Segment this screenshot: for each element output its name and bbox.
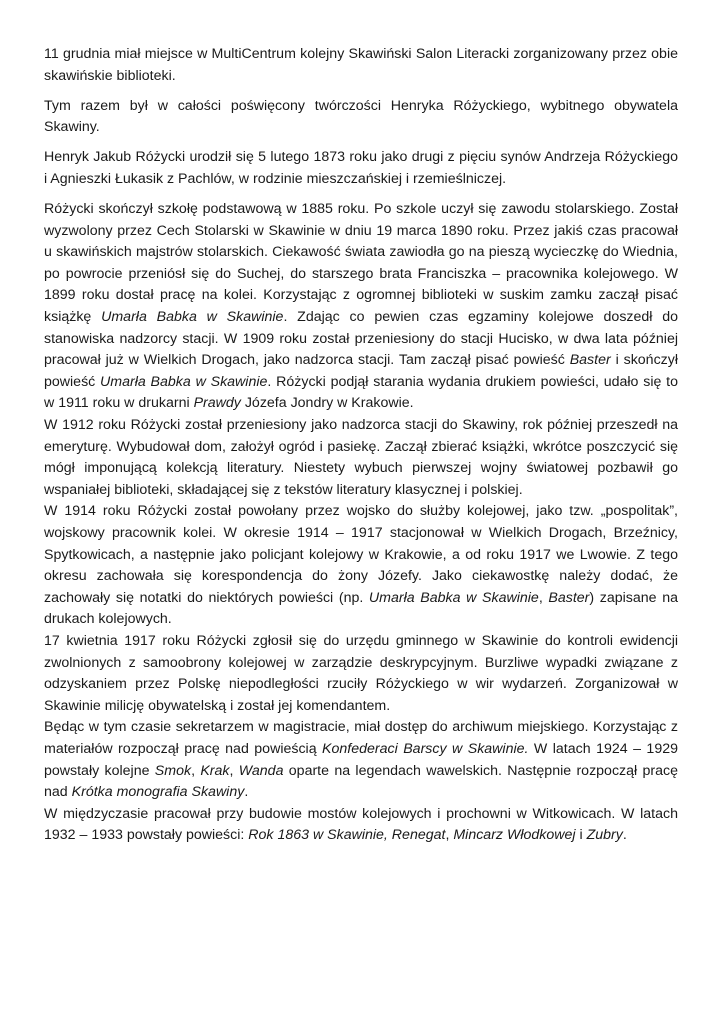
paragraph-2 [44,96,678,139]
italic-title-text: Umarła Babka w Skawinie [100,373,268,390]
paragraph-text: . Różycki podjął starania wydania drukiem powieści, udało się to w 1911 roku w drukarni [44,373,678,412]
italic-title-text: Krak [200,762,230,779]
paragraph-7 [44,631,678,717]
document-body [44,44,678,847]
paragraph-6 [44,501,678,631]
paragraph-text: i [575,827,587,844]
italic-title-text: Smok [154,762,192,779]
paragraph-5 [44,415,678,501]
paragraph-text: . [622,827,627,844]
italic-title-text: Baster [548,589,590,606]
paragraph-text: Józefa Jondry w Krakowie. [240,395,414,412]
italic-title-text: Wanda [238,762,284,779]
paragraph-text: W 1914 roku Różycki został powołany przez wojsko do służby kolejowej, jako tzw. „pospolitak”, wojskowy pracownik kolei. W okresie 1914 – 1917 stacjonował w Wielkich Drogach, Brzeźnicy, Spytkowicach, a następnie jako policjant kolejowy w Krakowie, a od roku 1917 we Lwowie. Z tego okresu zachowała się korespondencja do żony Józefy. Jako ciekawostkę należy dodać, że zachowały się notatki do niektórych powieści (np. [44,503,678,606]
paragraph-text: i skończył powieść [44,352,678,390]
paragraph-text: ) zapisane na drukach kolejowych. [44,589,678,628]
paragraph-text: , [538,589,549,606]
italic-title-text: Umarła Babka w Skawinie [368,589,539,606]
paragraph-text: . [244,784,249,801]
paragraph-8 [44,717,678,803]
paragraph-text: W 1912 roku Różycki został przeniesiony jako nadzorca stacji do Skawiny, rok później przeszedł na emeryturę. Wybudował dom, założył ogród i pasiekę. Zaczął zbierać książki, wkrótce poszczycić się mógł imponującą kolekcją literatury. Niestety wybuch pierwszej wojny światowej pozbawił go wspaniałej biblioteki, składającej się z tekstów literatury klasycznej i polskiej. [44,417,678,498]
italic-title-text: Rok 1863 w Skawinie, Renegat [248,827,446,844]
paragraph-text: 11 grudnia miał miejsce w MultiCentrum kolejny Skawiński Salon Literacki zorganizowany przez obie skawińskie biblioteki. [44,46,678,84]
italic-title-text: Mincarz Włodkowej [453,827,576,844]
italic-title-text: Konfederaci Barscy w Skawinie. [322,740,529,757]
paragraph-3 [44,147,678,190]
paragraph-text: W latach 1924 – 1929 powstały kolejne [44,740,678,779]
paragraph-text: Henryk Jakub Różycki urodził się 5 lutego 1873 roku jako drugi z pięciu synów Andrzeja Różyckiego i Agnieszki Łukasik z Pachlów, w rodzinie mieszczańskiej i rzemieślniczej. [44,149,678,187]
paragraph-9 [44,804,678,847]
italic-title-text: Prawdy [193,395,241,412]
paragraph-text: , [191,762,201,779]
italic-title-text: Baster [569,352,611,369]
italic-title-text: Krótka monografia Skawiny [71,784,245,801]
paragraph-text: , [445,827,454,844]
italic-title-text: Zubry [586,827,623,844]
paragraph-text: . Zdając co pewien czas egzaminy kolejowe doszedł do stanowiska nadzorcy stacji. W 1909 roku został przeniesiony do stacji Hucisko, w dwa lata później pracował już w Wielkich Drogach, jako nadzorca stacji. Tam zaczął pisać powieść [44,309,679,369]
paragraph-text: oparte na legendach wawelskich. Następnie rozpoczął pracę nad [44,762,678,801]
paragraph-text: Różycki skończył szkołę podstawową w 1885 roku. Po szkole uczył się zawodu stolarskiego. Został wyzwolony przez Cech Stolarski w Skawinie w dniu 19 marca 1890 roku. Przez jakiś czas pracował u skawińskich majstrów stolarskich. Ciekawość świata zawiodła go na pieszą wycieczkę do Wiednia, po powrocie przeniósł się do Suchej, do starszego brata Franciszka – pracownika kolejowego. W 1899 roku dostał pracę na kolei. Korzystając z ogromnej biblioteki w suskim zamku zaczął pisać książkę [44,201,678,326]
paragraph-1 [44,44,678,87]
paragraph-text: , [229,762,239,779]
italic-title-text: Umarła Babka w Skawinie [101,309,284,326]
paragraph-text: 17 kwietnia 1917 roku Różycki zgłosił się do urzędu gminnego w Skawinie do kontroli ewidencji zwolnionych z samoobrony kolejowej w zarządzie deskrypcyjnym. Burzliwe wypadki związane z odzyskaniem przez Polskę niepodległości rzuciły Różyckiego w wir wydarzeń. Zorganizował w Skawinie milicję obywatelską i został jej komendantem. [44,632,678,714]
paragraph-4 [44,199,678,415]
paragraph-text: Tym razem był w całości poświęcony twórczości Henryka Różyckiego, wybitnego obywatela Skawiny. [44,97,678,136]
paragraph-text: Będąc w tym czasie sekretarzem w magistracie, miał dostęp do archiwum miejskiego. Korzystając z materiałów rozpoczął pracę nad powieścią [44,719,678,757]
paragraph-text: W międzyczasie pracował przy budowie mostów kolejowych i prochowni w Witkowicach. W latach 1932 – 1933 powstały powieści: [44,805,678,844]
